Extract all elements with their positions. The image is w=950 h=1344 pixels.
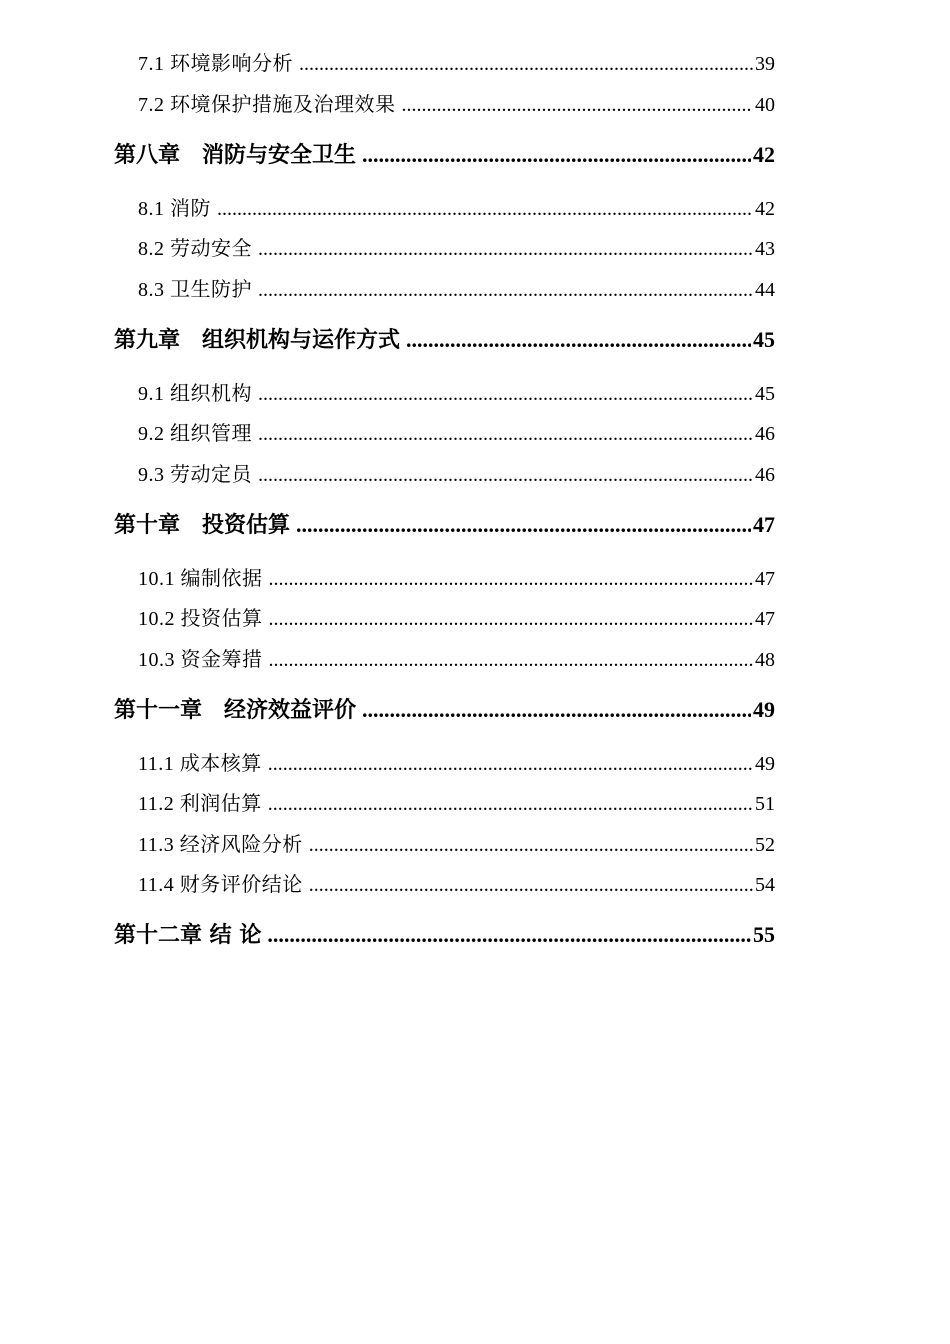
toc-entry-label: 10.2 投资估算 (138, 608, 263, 630)
toc-page-number: 51 (755, 793, 775, 815)
toc-dot-leader (258, 423, 753, 446)
toc-page-number: 52 (755, 834, 775, 856)
toc-entry-label: 8.1 消防 (138, 198, 211, 220)
toc-entry-label: 7.1 环境影响分析 (138, 53, 293, 75)
toc-chapter-label: 第十二章 结 论 (114, 923, 262, 948)
toc-dot-leader (268, 753, 753, 776)
toc-chapter-9[interactable] (114, 323, 775, 354)
toc-page-number: 42 (755, 198, 775, 220)
toc-entry-11-2[interactable] (138, 787, 775, 816)
toc-dot-leader (258, 383, 753, 406)
toc-entry-8-1[interactable] (138, 192, 775, 221)
toc-page-number: 47 (755, 608, 775, 630)
toc-dot-leader (309, 874, 753, 897)
toc-chapter-label: 第九章 组织机构与运作方式 (114, 328, 401, 353)
toc-chapter-10[interactable] (114, 508, 775, 539)
toc-page-number: 55 (753, 922, 775, 947)
toc-entry-8-2[interactable] (138, 232, 775, 261)
toc-chapter-label: 第八章 消防与安全卫生 (114, 143, 357, 168)
toc-entry-7-2[interactable] (138, 88, 775, 117)
toc-entry-label: 8.3 卫生防护 (138, 279, 252, 301)
toc-dot-leader (267, 922, 751, 948)
toc-page-number: 43 (755, 238, 775, 260)
toc-chapter-8[interactable] (114, 138, 775, 169)
toc-page-number: 54 (755, 874, 775, 896)
toc-dot-leader (258, 238, 753, 261)
toc-entry-11-1[interactable] (138, 747, 775, 776)
toc-entry-label: 8.2 劳动安全 (138, 238, 252, 260)
toc-entry-label: 11.4 财务评价结论 (138, 874, 303, 896)
toc-chapter-label: 第十章 投资估算 (114, 513, 291, 538)
toc-dot-leader (258, 464, 753, 487)
toc-dot-leader (258, 279, 753, 302)
toc-entry-label: 11.1 成本核算 (138, 753, 262, 775)
toc-page-number: 49 (753, 697, 775, 722)
toc-entry-11-3[interactable] (138, 828, 775, 857)
toc-page-number: 47 (755, 568, 775, 590)
toc-page-number: 47 (753, 512, 775, 537)
toc-dot-leader (268, 793, 753, 816)
toc-page-number: 42 (753, 142, 775, 167)
toc-entry-10-3[interactable] (138, 643, 775, 672)
toc-entry-label: 9.1 组织机构 (138, 383, 252, 405)
toc-dot-leader (402, 94, 754, 117)
toc-entry-label: 11.3 经济风险分析 (138, 834, 303, 856)
toc-entry-11-4[interactable] (138, 868, 775, 897)
toc-entry-8-3[interactable] (138, 273, 775, 302)
toc-dot-leader (362, 697, 751, 723)
toc-entry-7-1[interactable] (138, 47, 775, 76)
toc-entry-label: 11.2 利润估算 (138, 793, 262, 815)
toc-dot-leader (269, 649, 754, 672)
toc-entry-9-2[interactable] (138, 417, 775, 446)
toc-page-number: 48 (755, 649, 775, 671)
toc-page-number: 39 (755, 53, 775, 75)
toc-entry-10-2[interactable] (138, 602, 775, 631)
toc-dot-leader (217, 198, 753, 221)
toc-page-number: 46 (755, 464, 775, 486)
toc-page-number: 46 (755, 423, 775, 445)
toc-entry-label: 9.3 劳动定员 (138, 464, 252, 486)
toc-entry-9-1[interactable] (138, 377, 775, 406)
toc-page-number: 45 (753, 327, 775, 352)
toc-dot-leader (299, 53, 753, 76)
toc-entry-label: 10.1 编制依据 (138, 568, 263, 590)
toc-dot-leader (362, 142, 751, 168)
toc-entry-label: 7.2 环境保护措施及治理效果 (138, 94, 396, 116)
toc-page-number: 40 (755, 94, 775, 116)
toc-dot-leader (296, 512, 751, 538)
toc-dot-leader (309, 834, 753, 857)
toc-chapter-11[interactable] (114, 693, 775, 724)
toc-page-number: 49 (755, 753, 775, 775)
toc-chapter-label: 第十一章 经济效益评价 (114, 698, 357, 723)
toc-page-number: 45 (755, 383, 775, 405)
toc-entry-9-3[interactable] (138, 458, 775, 487)
toc-dot-leader (269, 568, 754, 591)
toc-dot-leader (406, 327, 751, 353)
toc-entry-label: 10.3 资金筹措 (138, 649, 263, 671)
toc-chapter-12[interactable] (114, 918, 775, 949)
toc-dot-leader (269, 608, 754, 631)
toc-entry-label: 9.2 组织管理 (138, 423, 252, 445)
toc-entry-10-1[interactable] (138, 562, 775, 591)
toc-page-number: 44 (755, 279, 775, 301)
